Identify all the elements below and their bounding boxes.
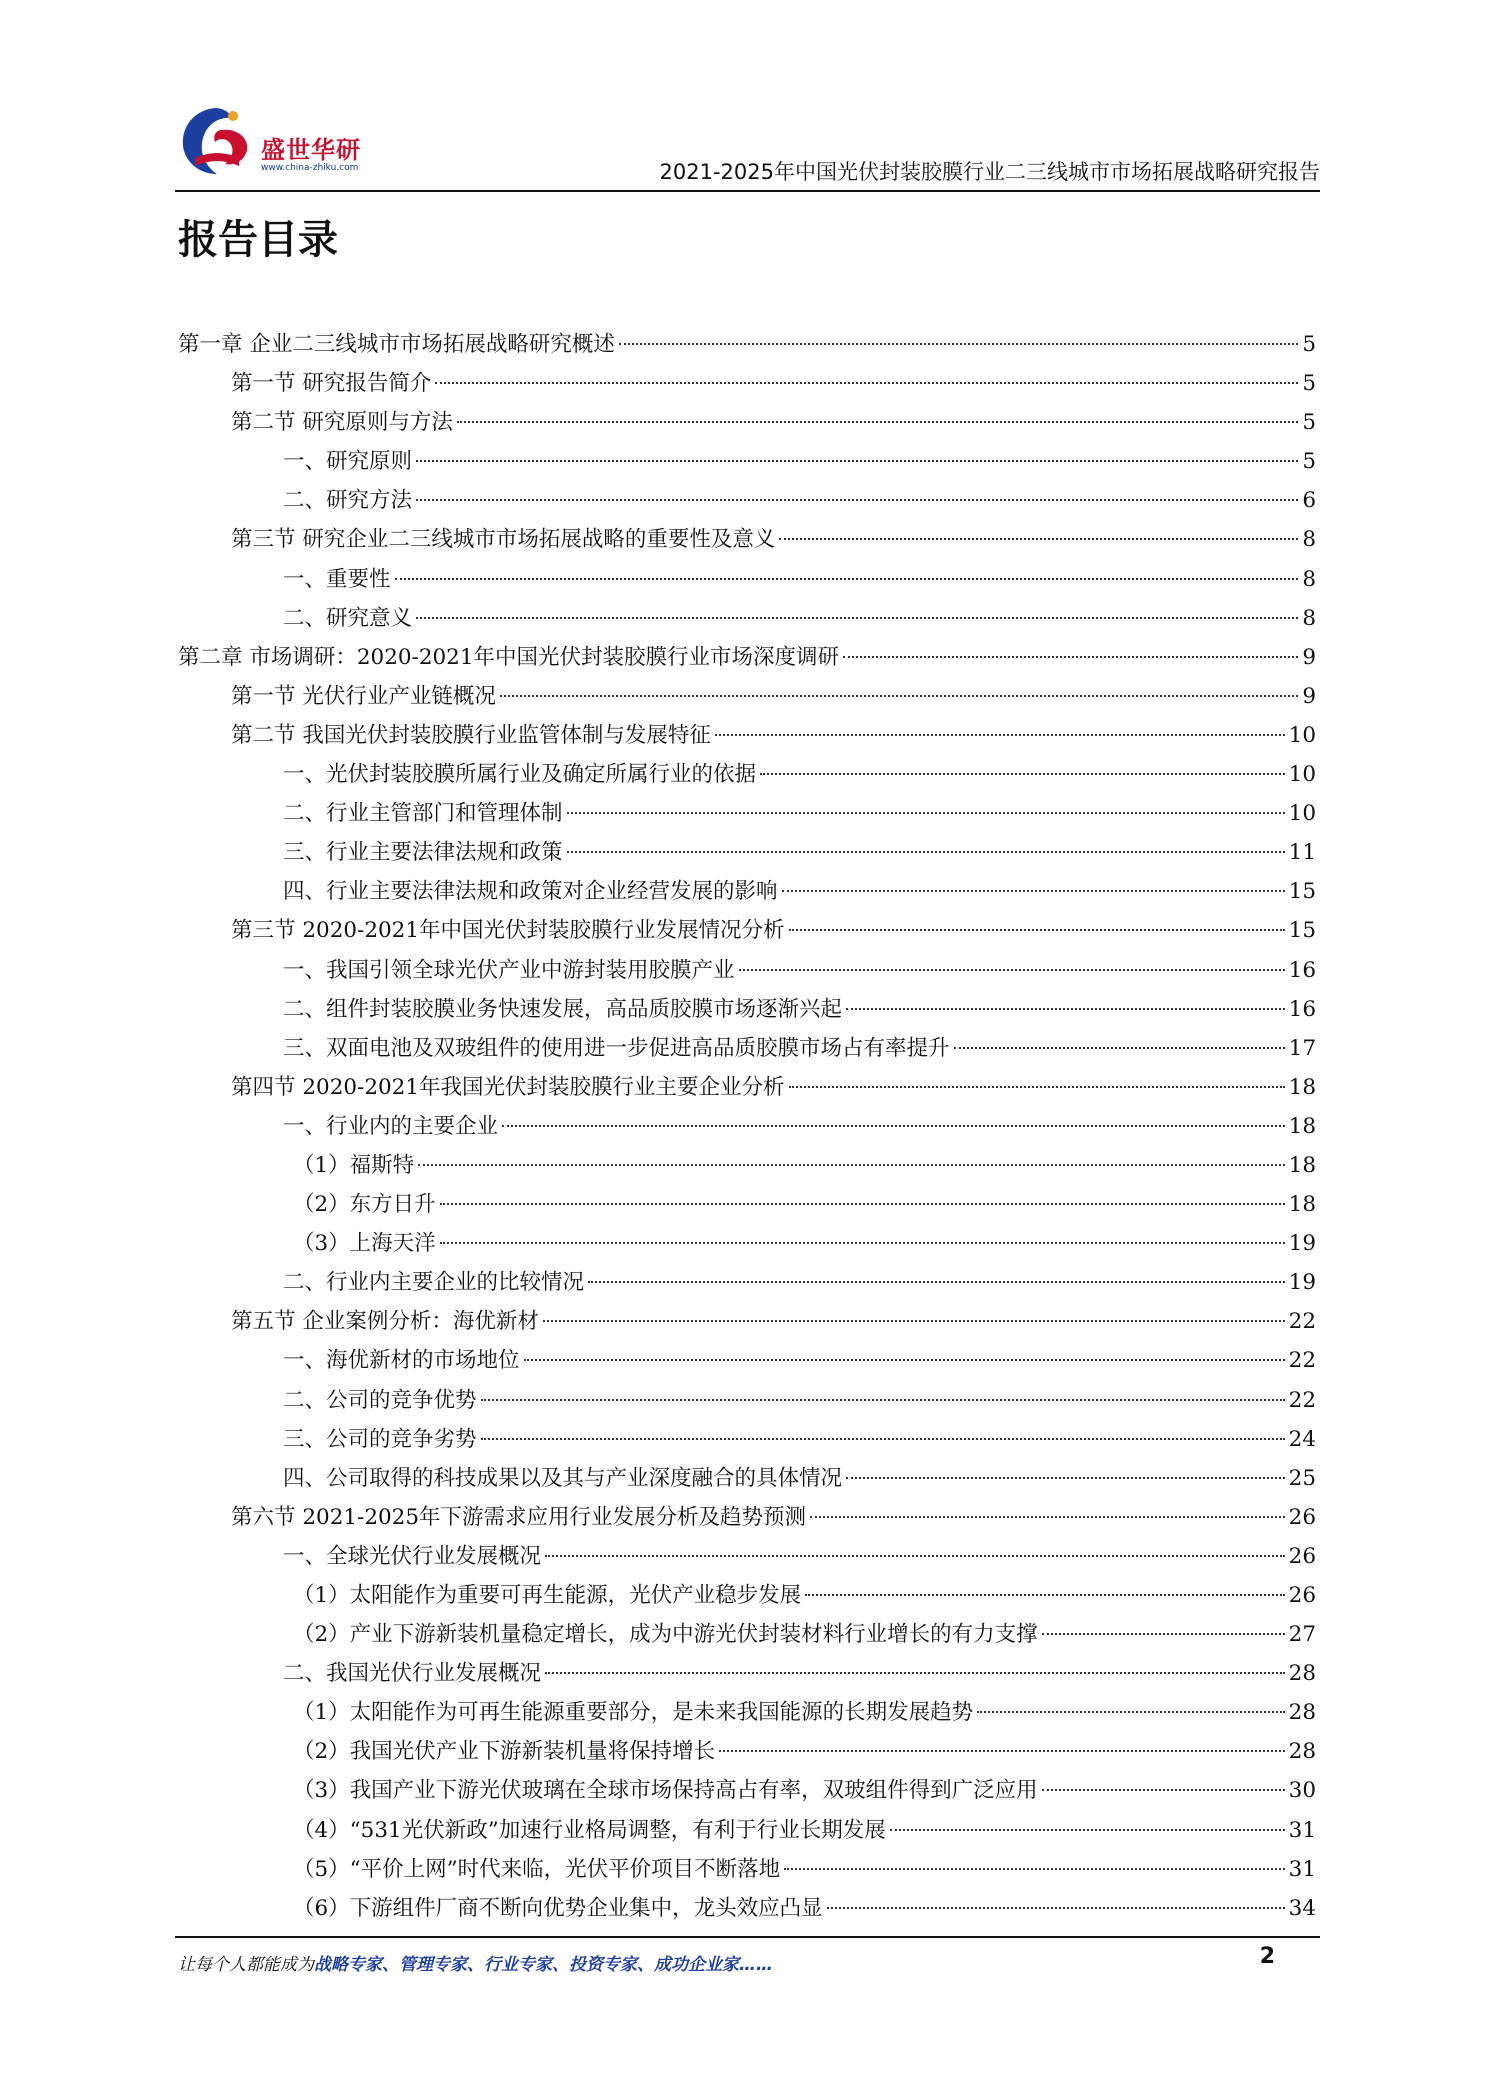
toc-entry[interactable] [178, 442, 1316, 481]
toc-leader-dots [715, 734, 1285, 736]
toc-entry-label: 第一节 光伏行业产业链概况 [231, 683, 496, 709]
toc-leader-dots [782, 890, 1285, 892]
toc-entry-label: 第三节 研究企业二三线城市市场拓展战略的重要性及意义 [231, 527, 776, 553]
toc-entry[interactable] [178, 990, 1316, 1029]
toc-leader-dots [719, 1750, 1284, 1752]
toc-entry-label: 二、组件封装胶膜业务快速发展，高品质胶膜市场逐渐兴起 [283, 996, 843, 1022]
toc-entry[interactable] [178, 1224, 1316, 1263]
toc-entry[interactable] [178, 1576, 1316, 1615]
toc-leader-dots [588, 1281, 1285, 1283]
toc-entry[interactable] [178, 1811, 1316, 1850]
toc-entry-page: 26 [1288, 1504, 1316, 1530]
toc-entry[interactable] [178, 599, 1316, 638]
toc-entry-label: 二、行业主管部门和管理体制 [283, 801, 563, 827]
toc-entry-label: 四、行业主要法律法规和政策对企业经营发展的影响 [283, 879, 778, 905]
toc-entry-page: 19 [1288, 1270, 1316, 1296]
toc-entry[interactable] [178, 1459, 1316, 1498]
toc-entry-label: 三、行业主要法律法规和政策 [283, 840, 563, 866]
page-heading: 报告目录 [178, 217, 338, 263]
toc-entry-label: 二、研究方法 [283, 488, 413, 514]
toc-entry-page: 9 [1302, 683, 1316, 709]
toc-entry[interactable] [178, 1029, 1316, 1068]
toc-entry[interactable] [178, 560, 1316, 599]
toc-entry-label: 二、我国光伏行业发展概况 [283, 1661, 542, 1687]
toc-entry[interactable] [178, 755, 1316, 794]
toc-entry[interactable] [178, 481, 1316, 520]
toc-entry[interactable] [178, 833, 1316, 872]
toc-entry-label: 第四节 2020-2021年我国光伏封装胶膜行业主要企业分析 [231, 1074, 785, 1100]
toc-entry[interactable] [178, 364, 1316, 403]
toc-leader-dots [545, 1672, 1285, 1674]
toc-entry-label: 三、双面电池及双玻组件的使用进一步促进高品质胶膜市场占有率提升 [283, 1035, 950, 1061]
toc-leader-dots [846, 1477, 1285, 1479]
toc-entry-page: 30 [1288, 1778, 1316, 1804]
toc-entry-label: （2）东方日升 [293, 1192, 436, 1218]
toc-entry-page: 28 [1288, 1661, 1316, 1687]
toc-entry-label: 第五节 企业案例分析：海优新材 [231, 1309, 539, 1335]
toc-entry-page: 34 [1288, 1895, 1316, 1921]
toc-entry[interactable] [178, 520, 1316, 559]
toc-leader-dots [567, 851, 1285, 853]
toc-entry[interactable] [178, 1185, 1316, 1224]
toc-entry-label: 一、研究原则 [283, 449, 413, 475]
toc-entry[interactable] [178, 1693, 1316, 1732]
toc-entry-label: 一、重要性 [283, 566, 391, 592]
toc-leader-dots [481, 1399, 1285, 1401]
toc-leader-dots [481, 1438, 1285, 1440]
slogan-accent: 战略专家、管理专家、行业专家、投资专家、成功企业家…… [314, 1955, 773, 1975]
toc-entry-label: （2）我国光伏产业下游新装机量将保持增长 [293, 1739, 716, 1765]
toc-entry-page: 5 [1302, 371, 1316, 397]
toc-entry-page: 31 [1288, 1856, 1316, 1882]
toc-entry-label: 二、行业内主要企业的比较情况 [283, 1270, 585, 1296]
toc-entry[interactable] [178, 1771, 1316, 1810]
toc-entry-label: （2）产业下游新装机量稳定增长，成为中游光伏封装材料行业增长的有力支撑 [293, 1622, 1038, 1648]
toc-entry-page: 25 [1288, 1465, 1316, 1491]
toc-leader-dots [810, 1516, 1285, 1518]
toc-entry[interactable] [178, 951, 1316, 990]
toc-entry[interactable] [178, 677, 1316, 716]
toc-entry[interactable] [178, 1850, 1316, 1889]
table-of-contents [178, 325, 1316, 1928]
page-number: 2 [1259, 1944, 1275, 1969]
toc-entry-page: 10 [1288, 722, 1316, 748]
toc-entry-label: （6）下游组件厂商不断向优势企业集中，龙头效应凸显 [293, 1895, 823, 1921]
toc-entry-page: 18 [1288, 1074, 1316, 1100]
logo-url: www.china-zhiku.com [261, 163, 359, 173]
toc-entry-page: 18 [1288, 1152, 1316, 1178]
toc-leader-dots [784, 1868, 1284, 1870]
toc-entry[interactable] [178, 1420, 1316, 1459]
toc-entry[interactable] [178, 1341, 1316, 1380]
toc-entry-label: 第二节 我国光伏封装胶膜行业监管体制与发展特征 [231, 722, 711, 748]
report-title: 2021-2025年中国光伏封装胶膜行业二三线城市市场拓展战略研究报告 [659, 160, 1320, 184]
toc-entry-page: 31 [1288, 1817, 1316, 1843]
toc-entry-page: 16 [1288, 996, 1316, 1022]
toc-leader-dots [457, 421, 1298, 423]
toc-entry-page: 26 [1288, 1543, 1316, 1569]
toc-entry-page: 11 [1288, 840, 1316, 866]
toc-entry[interactable] [178, 1732, 1316, 1771]
toc-entry-page: 26 [1288, 1583, 1316, 1608]
toc-leader-dots [890, 1829, 1285, 1831]
toc-entry-page: 27 [1288, 1622, 1316, 1648]
page-header [175, 100, 1320, 198]
toc-leader-dots [843, 656, 1298, 658]
toc-entry-page: 22 [1288, 1348, 1316, 1374]
toc-entry[interactable] [178, 1537, 1316, 1576]
toc-entry[interactable] [178, 716, 1316, 755]
toc-entry-page: 8 [1302, 605, 1316, 631]
toc-leader-dots [440, 1242, 1285, 1244]
toc-entry-page: 8 [1302, 527, 1316, 553]
toc-entry-label: （1）福斯特 [293, 1152, 415, 1178]
footer-divider [175, 1936, 1320, 1938]
toc-entry-label: 一、光伏封装胶膜所属行业及确定所属行业的依据 [283, 762, 757, 788]
toc-leader-dots [440, 1203, 1285, 1205]
toc-leader-dots [416, 617, 1298, 619]
toc-entry[interactable] [178, 1302, 1316, 1341]
toc-entry-label: （3）上海天洋 [293, 1231, 436, 1257]
toc-entry-page: 5 [1302, 449, 1316, 475]
toc-entry-label: 第一节 研究报告简介 [231, 371, 432, 397]
toc-leader-dots [846, 1008, 1285, 1010]
toc-entry[interactable] [178, 1146, 1316, 1185]
toc-entry-label: 第三节 2020-2021年中国光伏封装胶膜行业发展情况分析 [231, 918, 785, 944]
toc-leader-dots [435, 382, 1298, 384]
toc-leader-dots [827, 1907, 1285, 1909]
toc-entry-page: 10 [1288, 801, 1316, 827]
toc-entry-label: 一、海优新材的市场地位 [283, 1348, 520, 1374]
toc-entry[interactable] [178, 1068, 1316, 1107]
toc-entry-page: 28 [1288, 1739, 1316, 1765]
toc-leader-dots [418, 1164, 1284, 1166]
toc-leader-dots [567, 812, 1285, 814]
toc-entry-label: 一、行业内的主要企业 [283, 1113, 499, 1139]
toc-leader-dots [619, 343, 1298, 345]
toc-entry-page: 5 [1302, 410, 1316, 436]
toc-entry[interactable] [178, 638, 1316, 677]
toc-leader-dots [502, 1125, 1285, 1127]
toc-leader-dots [500, 695, 1298, 697]
toc-leader-dots [977, 1711, 1284, 1713]
toc-entry-page: 28 [1288, 1700, 1316, 1726]
toc-leader-dots [524, 1359, 1285, 1361]
toc-leader-dots [779, 538, 1298, 540]
toc-leader-dots [739, 969, 1285, 971]
toc-leader-dots [789, 929, 1285, 931]
toc-entry-label: （3）我国产业下游光伏玻璃在全球市场保持高占有率，双玻组件得到广泛应用 [293, 1778, 1038, 1804]
toc-entry-page: 22 [1288, 1387, 1316, 1413]
footer-slogan [178, 1950, 773, 1975]
toc-entry-page: 24 [1288, 1426, 1316, 1452]
toc-entry-label: 四、公司取得的科技成果以及其与产业深度融合的具体情况 [283, 1465, 843, 1491]
toc-entry-page: 9 [1302, 644, 1316, 670]
toc-entry[interactable] [178, 1615, 1316, 1654]
toc-leader-dots [545, 1555, 1285, 1557]
toc-leader-dots [805, 1594, 1284, 1596]
toc-entry-page: 22 [1288, 1309, 1316, 1335]
logo-name: 盛世华研 [261, 136, 361, 164]
toc-entry[interactable] [178, 794, 1316, 833]
toc-leader-dots [416, 460, 1298, 462]
toc-leader-dots [789, 1086, 1285, 1088]
toc-entry-page: 8 [1302, 566, 1316, 592]
toc-leader-dots [1042, 1789, 1285, 1791]
toc-entry-label: （1）太阳能作为可再生能源重要部分，是未来我国能源的长期发展趋势 [293, 1700, 974, 1726]
toc-entry-label: 二、公司的竞争优势 [283, 1387, 477, 1413]
toc-entry-page: 10 [1288, 762, 1316, 788]
toc-entry[interactable] [178, 1107, 1316, 1146]
toc-entry-label: 第二节 研究原则与方法 [231, 410, 453, 436]
company-logo [175, 100, 415, 184]
toc-entry[interactable] [178, 1381, 1316, 1420]
toc-entry-label: 一、我国引领全球光伏产业中游封装用胶膜产业 [283, 957, 735, 983]
toc-entry[interactable] [178, 1889, 1316, 1928]
toc-entry-page: 18 [1288, 1113, 1316, 1139]
toc-leader-dots [760, 773, 1285, 775]
toc-entry-label: 三、公司的竞争劣势 [283, 1426, 477, 1452]
toc-entry-page: 18 [1288, 1192, 1316, 1218]
toc-entry-page: 15 [1288, 879, 1316, 905]
toc-entry[interactable] [178, 325, 1316, 364]
toc-entry-page: 15 [1288, 918, 1316, 944]
toc-entry-page: 17 [1288, 1035, 1316, 1061]
toc-entry[interactable] [178, 1654, 1316, 1693]
toc-leader-dots [954, 1047, 1285, 1049]
toc-leader-dots [416, 499, 1298, 501]
toc-entry-label: 二、研究意义 [283, 605, 413, 631]
toc-entry-label: 第一章 企业二三线城市市场拓展战略研究概述 [178, 332, 615, 357]
toc-entry-label: （1）太阳能作为重要可再生能源，光伏产业稳步发展 [293, 1583, 802, 1608]
toc-entry-label: 第二章 市场调研：2020-2021年中国光伏封装胶膜行业市场深度调研 [178, 644, 840, 670]
toc-entry-page: 6 [1302, 488, 1316, 514]
toc-entry-page: 16 [1288, 957, 1316, 983]
toc-entry[interactable] [178, 403, 1316, 442]
toc-entry-label: 第六节 2021-2025年下游需求应用行业发展分析及趋势预测 [231, 1504, 807, 1530]
logo-mark-icon [175, 100, 259, 184]
toc-entry-label: （4）“531光伏新政”加速行业格局调整，有利于行业长期发展 [293, 1817, 886, 1843]
toc-entry[interactable] [178, 911, 1316, 950]
toc-leader-dots [395, 578, 1299, 580]
toc-entry[interactable] [178, 872, 1316, 911]
toc-entry-label: 一、全球光伏行业发展概况 [283, 1543, 542, 1569]
toc-entry[interactable] [178, 1498, 1316, 1537]
header-divider [175, 190, 1320, 192]
toc-entry-label: （5）“平价上网”时代来临，光伏平价项目不断落地 [293, 1856, 781, 1882]
toc-leader-dots [543, 1320, 1285, 1322]
toc-entry[interactable] [178, 1263, 1316, 1302]
toc-entry-page: 19 [1288, 1231, 1316, 1257]
toc-leader-dots [1042, 1633, 1285, 1635]
toc-entry-page: 5 [1302, 332, 1316, 357]
slogan-prefix: 让每个人都能成为 [178, 1955, 314, 1975]
